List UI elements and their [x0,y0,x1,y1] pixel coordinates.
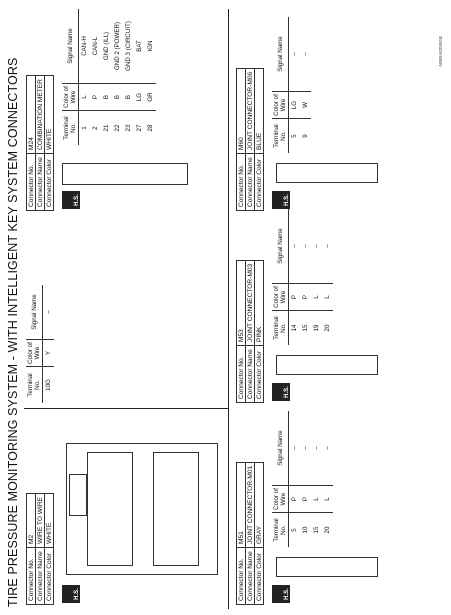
connector-diagram-m2 [66,443,218,575]
wire-color: P [289,284,301,311]
signal-name: GND 3 (CIRCUIT) [123,9,134,84]
connector-diagram-m53 [276,355,378,375]
terminal-no-header: Terminal No. [62,111,79,146]
wire-color: L [322,284,333,311]
connector-info-table [236,260,264,403]
signal-name: – [289,411,301,486]
signal-name: CAN-H [79,9,91,84]
wire-color: L [79,84,91,111]
connector-info-table [236,462,264,605]
connector-name-value: JOINT CONNECTOR-M03 [246,260,255,345]
terminal-table-m24 [62,9,156,145]
wire-color: L [311,284,322,311]
divider-line [228,9,229,609]
terminal-no-header: Terminal No. [26,367,43,404]
wire-color: B [101,84,112,111]
connector-panel-m53 [236,260,264,403]
page-title: TIRE PRESSURE MONITORING SYSTEM - WITH INTELLIGENT KEY SYSTEM CONNECTORS [6,57,20,607]
hs-icon: H.S. [272,383,290,401]
connector-color-label: Connector Color [45,154,54,211]
signal-name-header: Signal Name [272,17,289,92]
signal-name-header: Signal Name [26,285,43,340]
connector-no-label: Connector No. [237,154,246,211]
terminal-table-m51 [272,411,333,547]
signal-name: – [300,411,311,486]
connector-info-table [26,493,54,605]
hs-icon: H.S. [62,191,80,209]
wire-color-header: Color of Wire [272,486,289,513]
connector-name-value: COMBINATION METER [36,76,45,154]
connector-diagram-m24 [62,163,188,185]
terminal-no: 19 [313,324,320,332]
signal-name: – [322,411,333,486]
connector-no-value: M53 [237,260,246,345]
connector-name-label: Connector Name [36,548,45,605]
wire-color: W [300,92,311,119]
terminal-no-header: Terminal No. [272,311,289,346]
connector-name-label: Connector Name [246,346,255,403]
wire-color: L [311,486,322,513]
connector-info-table [26,75,54,211]
connector-color-label: Connector Color [45,548,54,605]
signal-name: – [311,209,322,284]
wire-color: GR [145,84,156,111]
wire-color: Y [43,340,55,367]
signal-name: – [289,209,301,284]
signal-name: IGN [145,9,156,84]
terminal-table-m53 [272,209,333,345]
signal-name: GND (ILL) [101,9,112,84]
terminal-table-m2 [26,285,54,403]
terminal-no: 1 [81,126,88,130]
wire-color: B [123,84,134,111]
signal-name: – [289,17,301,92]
signal-name-header: Signal Name [272,411,289,486]
connector-no-value: M2 [27,493,36,547]
connector-color-label: Connector Color [255,346,264,403]
terminal-no: 23 [125,124,132,132]
signal-name: – [300,17,311,92]
wire-color: L [322,486,333,513]
column-divider [24,408,228,409]
connector-no-value: M24 [27,76,36,154]
terminal-no: 15 [313,526,320,534]
hs-icon: H.S. [62,585,80,603]
terminal-no: 20 [324,324,331,332]
connector-no-label: Connector No. [27,154,36,211]
connector-info-table [236,68,264,211]
terminal-no: 20 [324,526,331,534]
terminal-no: 27 [136,124,143,132]
wire-color-header: Color of Wire [26,340,43,367]
connector-no-label: Connector No. [237,346,246,403]
signal-name: BAT [134,9,145,84]
connector-no-label: Connector No. [237,548,246,605]
wire-color: B [112,84,123,111]
signal-name: – [43,285,55,340]
terminal-no: 22 [114,124,121,132]
terminal-no-header: Terminal No. [272,119,289,154]
wire-color-header: Color of Wire [272,284,289,311]
wire-color: LG [289,92,301,119]
connector-diagram-m60 [276,163,378,183]
connector-color-label: Connector Color [255,154,264,211]
connector-name-label: Connector Name [246,548,255,605]
connector-panel-m51 [236,462,264,605]
wire-color: P [289,486,301,513]
terminal-no-header: Terminal No. [272,513,289,548]
terminal-table-m60 [272,17,311,153]
connector-block [87,452,133,566]
signal-name: CAN-L [90,9,101,84]
wire-color: P [300,284,311,311]
terminal-no: 9 [302,134,309,138]
connector-color-value: WHITE [45,76,54,154]
wire-color: P [90,84,101,111]
signal-name: – [311,411,322,486]
signal-name: – [300,209,311,284]
connector-no-value: M60 [237,68,246,153]
connector-no-label: Connector No. [27,548,36,605]
terminal-no: 5 [291,134,298,138]
wire-color: P [300,486,311,513]
signal-name-header: Signal Name [62,9,79,84]
terminal-panel-m51 [272,411,333,547]
connector-name-value: JOINT CONNECTOR-M06 [246,68,255,153]
connector-name-value: JOINT CONNECTOR-M01 [246,462,255,547]
hs-icon: H.S. [272,191,290,209]
terminal-panel-m24 [62,9,156,145]
connector-color-value: PINK [255,260,264,345]
terminal-no: 28 [147,124,154,132]
terminal-panel-m60 [272,17,311,153]
connector-block [69,474,87,516]
signal-name: GND 2 (POWER) [112,9,123,84]
terminal-no: 14 [291,324,298,332]
terminal-no: 21 [103,124,110,132]
terminal-no: 10G [45,379,52,391]
connector-color-value: BLUE [255,68,264,153]
wire-color: LG [134,84,145,111]
connector-color-value: GRAY [255,462,264,547]
connector-block [153,452,199,566]
connector-diagram-m51 [276,557,378,577]
connector-name-value: WIRE TO WIRE [36,493,45,547]
connector-color-value: WHITE [45,493,54,547]
connector-color-label: Connector Color [255,548,264,605]
terminal-no: 5 [291,528,298,532]
reference-code: AWEIA0250GB [438,36,443,67]
wire-color-header: Color of Wire [62,84,79,111]
connector-panel-m24 [26,75,54,211]
terminal-panel-m2 [26,285,54,403]
signal-name-header: Signal Name [272,209,289,284]
terminal-no: 15 [302,324,309,332]
connector-name-label: Connector Name [246,154,255,211]
terminal-panel-m53 [272,209,333,345]
wire-color-header: Color of Wire [272,92,289,119]
connector-no-value: M51 [237,462,246,547]
terminal-no: 10 [302,526,309,534]
connector-name-label: Connector Name [36,154,45,211]
signal-name: – [322,209,333,284]
connector-panel-m2 [26,493,54,605]
connector-panel-m60 [236,68,264,211]
terminal-no: 2 [92,126,99,130]
hs-icon: H.S. [272,585,290,603]
